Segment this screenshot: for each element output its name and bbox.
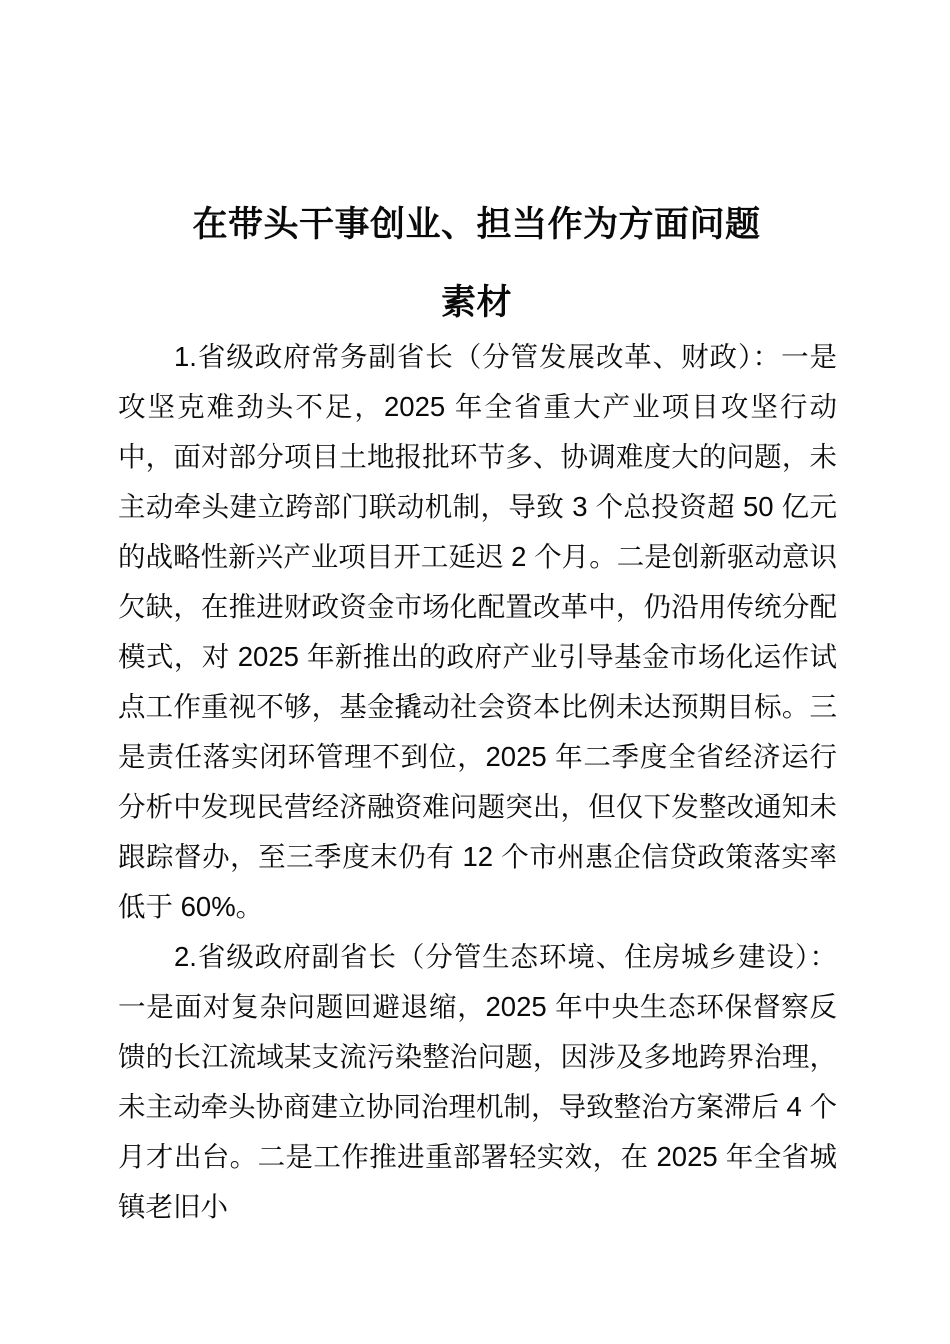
body-paragraph-2: 2.省级政府副省长（分管生态环境、住房城乡建设）：一是面对复杂问题回避退缩，2025 年中央生态环保督察反馈的长江流域某支流污染整治问题，因涉及多地跨界治理，未主动牵头协商建立协同治理机制，导致整治方案滞后 4 个月才出台。二是工作推进重部署轻实效，在 2025 年全省城镇老旧小 bbox=[118, 941, 837, 1222]
body-paragraph-1: 1.省级政府常务副省长（分管发展改革、财政）：一是攻坚克难劲头不足，2025 年全省重大产业项目攻坚行动中，面对部分项目土地报批环节多、协调难度大的问题，未主动牵头建立跨部门联动机制，导致 3 个总投资超 50 亿元的战略性新兴产业项目开工延迟 2 个月。二是创新驱动意识欠缺，在推进财政资金市场化配置改革中，仍沿用传统分配模式，对 2025 年新推出的政府产业引导基金市场化运作试点工作重视不够，基金撬动社会资本比例未达预期目标。三是责任落实闭环管理不到位，2025 年二季度全省经济运行分析中发现民营经济融资难问题突出，但仅下发整改通知未跟踪督办，至三季度末仍有 12 个市州惠企信贷政策落实率低于 60%。 bbox=[118, 341, 837, 922]
page-title-line-2: 素材 bbox=[440, 283, 512, 323]
page-title bbox=[118, 186, 835, 342]
document-body bbox=[118, 332, 837, 1232]
page-title-line-1: 在带头干事创业、担当作为方面问题 bbox=[192, 205, 761, 245]
